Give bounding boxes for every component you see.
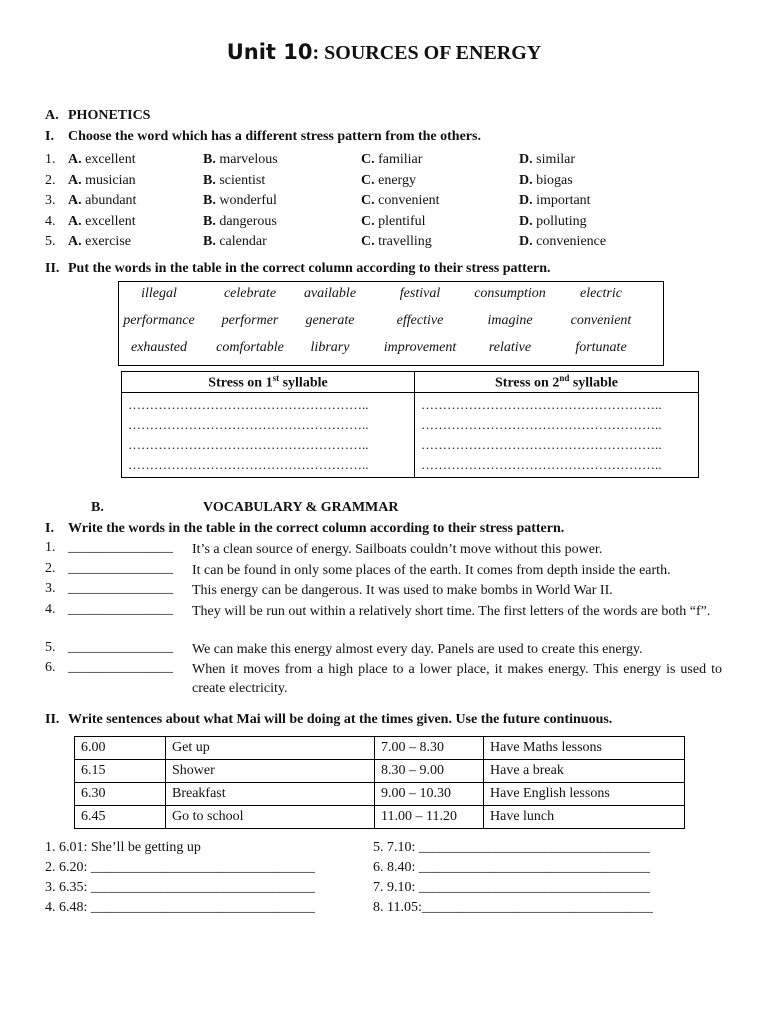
option-letter: C. — [361, 193, 375, 208]
word-item: performance — [123, 313, 195, 328]
mcq-option-a[interactable] — [68, 191, 136, 211]
schedule-cell: Have Maths lessons — [484, 737, 685, 760]
answer-line[interactable]: 5. 7.10: _________________________________ — [373, 840, 650, 855]
page-title — [0, 40, 768, 65]
option-letter: A. — [68, 193, 82, 208]
vocab-number: 6. — [45, 660, 56, 675]
option-word: calendar — [219, 234, 267, 249]
option-word: convenient — [378, 193, 440, 208]
schedule-cell: 11.00 – 11.20 — [375, 806, 484, 829]
word-item: celebrate — [223, 286, 277, 301]
mcq-option-d[interactable] — [519, 212, 587, 232]
option-word: convenience — [536, 234, 607, 249]
word-item: consumption — [474, 286, 546, 301]
vocab-answer-blank[interactable]: _______________ — [68, 660, 173, 675]
option-letter: D. — [519, 213, 533, 229]
mcq-option-c[interactable] — [361, 212, 426, 232]
vocab-answer-blank[interactable]: _______________ — [68, 581, 173, 596]
vocab-answer-blank[interactable]: _______________ — [68, 540, 173, 555]
option-letter: D. — [519, 234, 533, 249]
option-letter: C. — [361, 152, 375, 167]
word-item: library — [310, 340, 350, 355]
schedule-cell: Have lunch — [484, 806, 685, 829]
ex-b2-number: II. — [45, 712, 60, 727]
stress-col2-answers[interactable]: ……………………………………………….. ……………………………………………….. ……………………………………………….. ……………………………………………….. — [415, 393, 699, 478]
option-letter: C. — [361, 172, 375, 188]
section-a-label: A. — [45, 108, 59, 123]
schedule-cell: 8.30 – 9.00 — [375, 760, 484, 783]
schedule-cell: Have English lessons — [484, 783, 685, 806]
option-word: marvelous — [219, 152, 278, 167]
answer-line[interactable]: 3. 6.35: ________________________________ — [45, 880, 315, 895]
word-box — [118, 281, 664, 366]
ex-a2-number: II. — [45, 261, 60, 276]
vocab-number: 5. — [45, 640, 56, 655]
option-letter: D. — [519, 172, 533, 188]
title-unit: Unit 10 — [226, 40, 313, 64]
option-word: biogas — [536, 172, 573, 188]
schedule-cell: Have a break — [484, 760, 685, 783]
vocab-number: 2. — [45, 561, 56, 576]
schedule-cell: Shower — [166, 760, 375, 783]
word-item: convenient — [570, 313, 632, 328]
mcq-option-b[interactable] — [203, 171, 265, 191]
ex-a2-instruction: Put the words in the table in the correct column according to their stress pattern. — [68, 261, 551, 276]
word-item: effective — [396, 313, 444, 328]
option-letter: B. — [203, 172, 216, 188]
option-letter: A. — [68, 234, 82, 249]
schedule-cell: Go to school — [166, 806, 375, 829]
mcq-option-b[interactable] — [203, 212, 277, 232]
option-word: familiar — [378, 152, 423, 167]
stress-col2-header: Stress on 2nd syllable — [415, 372, 699, 393]
ex-a1-instruction: Choose the word which has a different stress pattern from the others. — [68, 129, 481, 144]
mcq-number: 3. — [45, 193, 56, 208]
option-letter: C. — [361, 234, 375, 249]
mcq-number: 5. — [45, 234, 56, 249]
word-item: illegal — [141, 286, 177, 301]
option-letter: C. — [361, 213, 375, 229]
word-item: electric — [580, 286, 622, 301]
option-word: excellent — [85, 213, 136, 229]
mcq-option-a[interactable] — [68, 212, 136, 232]
vocab-clue: It can be found in only some places of the earth. It comes from depth inside the earth. — [192, 563, 671, 578]
mcq-option-c[interactable] — [361, 150, 422, 170]
section-a-heading: PHONETICS — [68, 108, 151, 123]
answer-line[interactable]: 2. 6.20: ________________________________ — [45, 860, 315, 875]
mcq-option-b[interactable] — [203, 191, 277, 211]
option-word: excellent — [85, 152, 136, 167]
title-rest: : SOURCES OF ENERGY — [312, 42, 542, 64]
word-item: generate — [305, 313, 355, 328]
option-letter: A. — [68, 152, 82, 167]
option-word: dangerous — [219, 213, 277, 229]
section-b-label: B. — [91, 500, 104, 515]
word-item: fortunate — [575, 340, 627, 355]
ex-a1-number: I. — [45, 129, 54, 144]
option-word: important — [536, 193, 591, 208]
mcq-option-c[interactable] — [361, 191, 440, 211]
word-item: improvement — [383, 340, 457, 355]
mcq-option-a[interactable] — [68, 171, 136, 191]
word-item: festival — [399, 286, 441, 301]
vocab-number: 4. — [45, 602, 56, 617]
ex-b1-number: I. — [45, 521, 54, 536]
schedule-cell: 6.15 — [75, 760, 166, 783]
schedule-row — [75, 783, 685, 806]
word-item: comfortable — [216, 340, 284, 355]
schedule-cell: 6.45 — [75, 806, 166, 829]
mcq-option-b[interactable] — [203, 232, 267, 252]
schedule-cell: 6.00 — [75, 737, 166, 760]
option-letter: D. — [519, 193, 533, 208]
option-letter: A. — [68, 213, 82, 229]
answer-line[interactable]: 1. 6.01: She’ll be getting up — [45, 840, 201, 855]
stress-table — [121, 371, 699, 478]
mcq-option-b[interactable] — [203, 150, 278, 170]
mcq-number: 4. — [45, 213, 56, 229]
option-letter: B. — [203, 152, 216, 167]
schedule-cell: 6.30 — [75, 783, 166, 806]
mcq-option-d[interactable] — [519, 232, 606, 252]
mcq-number: 2. — [45, 172, 56, 188]
vocab-clue: They will be run out within a relatively short time. The first letters of the words are both “f”. — [192, 604, 711, 619]
vocab-clue: When it moves from a high place to a lower place, it makes energy. This energy is used to create electricity. — [192, 662, 722, 696]
option-word: abundant — [85, 193, 137, 208]
word-item: exhausted — [131, 340, 187, 355]
option-letter: A. — [68, 172, 82, 188]
word-item: relative — [488, 340, 532, 355]
ex-b1-instruction: Write the words in the table in the correct column according to their stress pattern. — [68, 521, 565, 536]
vocab-number: 3. — [45, 581, 56, 596]
word-item: performer — [221, 313, 279, 328]
mcq-number: 1. — [45, 152, 56, 167]
option-word: polluting — [536, 213, 587, 229]
option-word: musician — [85, 172, 136, 188]
mcq-option-c[interactable] — [361, 232, 432, 252]
schedule-cell: Get up — [166, 737, 375, 760]
option-word: energy — [378, 172, 416, 188]
mcq-option-a[interactable] — [68, 150, 136, 170]
answer-line[interactable]: 6. 8.40: _________________________________ — [373, 860, 650, 875]
option-letter: B. — [203, 193, 216, 208]
option-word: plentiful — [378, 213, 426, 229]
word-item: imagine — [487, 313, 533, 328]
option-word: scientist — [219, 172, 266, 188]
stress-col1-header: Stress on 1st syllable — [122, 372, 415, 393]
vocab-clue: We can make this energy almost every day. Panels are used to create this energy. — [192, 642, 643, 657]
word-item: available — [303, 286, 357, 301]
option-letter: B. — [203, 213, 216, 229]
option-word: travelling — [378, 234, 432, 249]
mcq-option-c[interactable] — [361, 171, 416, 191]
ex-b2-instruction: Write sentences about what Mai will be doing at the times given. Use the future continuous. — [68, 712, 613, 727]
answer-line[interactable]: 4. 6.48: ________________________________ — [45, 900, 315, 915]
mcq-option-d[interactable] — [519, 150, 575, 170]
option-word: wonderful — [219, 193, 277, 208]
option-letter: D. — [519, 152, 533, 167]
schedule-cell: 9.00 – 10.30 — [375, 783, 484, 806]
vocab-answer-blank[interactable]: _______________ — [68, 602, 173, 617]
schedule-row — [75, 760, 685, 783]
schedule-cell: Breakfast — [166, 783, 375, 806]
vocab-answer-blank[interactable]: _______________ — [68, 561, 173, 576]
option-word: similar — [536, 152, 576, 167]
vocab-clue: This energy can be dangerous. It was used to make bombs in World War II. — [192, 583, 613, 598]
answer-line[interactable]: 7. 9.10: _________________________________ — [373, 880, 650, 895]
schedule-row — [75, 806, 685, 829]
section-b-heading: VOCABULARY & GRAMMAR — [203, 500, 399, 515]
mcq-option-a[interactable] — [68, 232, 131, 252]
option-word: exercise — [85, 234, 131, 249]
schedule-row — [75, 737, 685, 760]
mcq-option-d[interactable] — [519, 171, 573, 191]
vocab-number: 1. — [45, 540, 56, 555]
vocab-answer-blank[interactable]: _______________ — [68, 640, 173, 655]
vocab-clue: It’s a clean source of energy. Sailboats couldn’t move without this power. — [192, 542, 603, 557]
schedule-table — [74, 736, 685, 829]
stress-col1-answers[interactable]: ……………………………………………….. ……………………………………………….. ……………………………………………….. ……………………………………………….. — [122, 393, 415, 478]
schedule-cell: 7.00 – 8.30 — [375, 737, 484, 760]
option-letter: B. — [203, 234, 216, 249]
mcq-option-d[interactable] — [519, 191, 591, 211]
answer-line[interactable]: 8. 11.05:_________________________________ — [373, 900, 653, 915]
